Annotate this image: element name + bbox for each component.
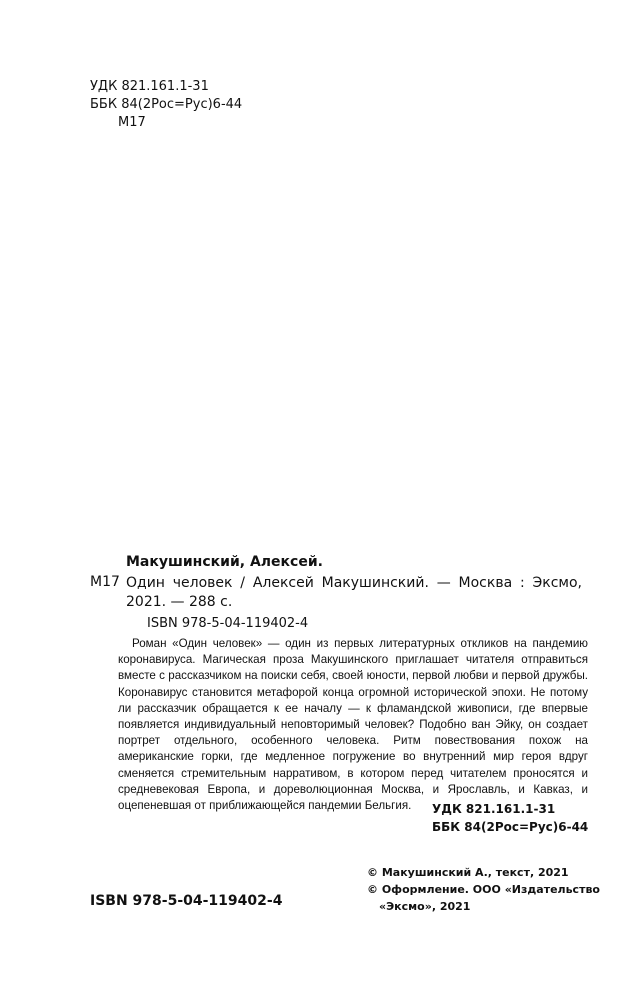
- annotation: [118, 636, 588, 814]
- copyright-notice: [367, 864, 600, 915]
- isbn-bottom: ISBN 978-5-04-119402-4: [90, 893, 283, 909]
- copyright-design: © Оформление. ООО «Издательство: [367, 883, 600, 896]
- classification-codes-right: [432, 800, 588, 836]
- copyright-publisher: «Эксмо», 2021: [379, 900, 471, 913]
- udk-code: УДК 821.161.1-31: [432, 802, 556, 816]
- copyright-text-author: © Макушинский А., текст, 2021: [367, 866, 569, 879]
- bibliographic-description: Один человек / Алексей Макушинский. — Москва : Эксмо, 2021. — 288 с.: [126, 575, 582, 610]
- annotation-text: Роман «Один человек» — один из первых литературных откликов на пандемию коронавируса. Магическая проза Макушинского приглашает читателя отправиться вместе с рассказчиком на поиски себя, своей юности, первой любви и первой дружбы. Коронавирус становится метафорой конца огромной исторической эпохи. Не потому ли рассказчик обращается к ее началу — к фламандской живописи, где впервые появляется индивидуальный неповторимый человек? Подобно ван Эйку, он создает портрет отдельного, особенного человека. Ритм повествования похож на американские горки, где медленное погружение во внутренний мир героя вдруг сменяется стремительным нарративом, в котором перед читателем проносятся и средневековая Европа, и дореволюционная Москва, и Ярославль, и Кавказ, и оцепеневшая от приближающейся пандемии Бельгия.: [118, 637, 588, 813]
- bbk-code: ББК 84(2Рос=Рус)6-44: [432, 820, 589, 834]
- isbn-record: ISBN 978-5-04-119402-4: [147, 616, 309, 631]
- author-heading: Макушинский, Алексей.: [126, 554, 323, 570]
- bbk-code: ББК 84(2Рос=Рус)6-44: [90, 97, 243, 112]
- udk-code: УДК 821.161.1-31: [90, 79, 209, 94]
- author-sign: М17: [118, 115, 146, 130]
- classification-codes-top: [90, 78, 242, 132]
- catalog-code: М17: [90, 574, 120, 590]
